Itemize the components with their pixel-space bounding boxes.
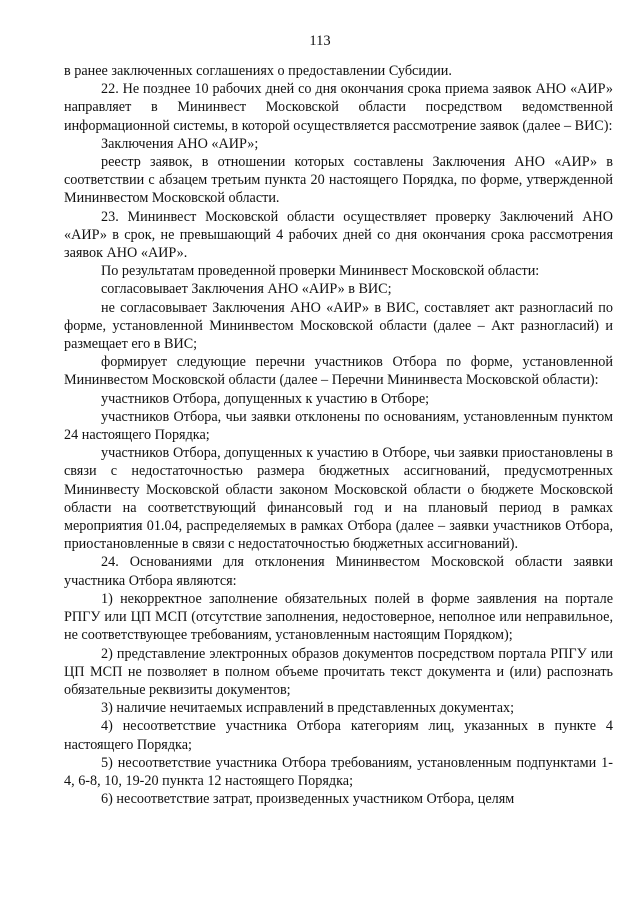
paragraph-subitem: 6) несоответствие затрат, произведенных участником Отбора, целям [101, 791, 515, 808]
paragraph-subitem: 4) несоответствие участника Отбора категориям лиц, указанных в пункте 4 настоящего Порядка; [64, 718, 613, 753]
paragraph-item: По результатам проведенной проверки Мининвест Московской области: [101, 263, 540, 280]
paragraph-item: не согласовывает Заключения АНО «АИР» в ВИС, составляет акт разногласий по форме, установленной Мининвестом Московской области (далее – Акт разногласий) и размещает его в ВИС; [64, 299, 613, 353]
paragraph-subitem: 1) некорректное заполнение обязательных полей в форме заявления на портале РПГУ или ЦП МСП (отсутствие заполнения, недостоверное, неполное или неправильное, не соответствующее требованиям, установленным настоящим Порядком); [64, 590, 613, 644]
paragraph-continuation: в ранее заключенных соглашениях о предоставлении Субсидии. [64, 63, 452, 79]
paragraph-item: Заключения АНО «АИР»; [101, 135, 259, 152]
document-body [64, 62, 613, 808]
paragraph-subitem: 2) представление электронных образов документов посредством портала РПГУ или ЦП МСП не позволяет в полном объеме прочитать текст документа и (или) распознать обязательные реквизиты документов; [64, 645, 613, 698]
paragraph-item: участников Отбора, чьи заявки отклонены по основаниям, установленным пунктом 24 настоящего Порядка; [64, 408, 613, 444]
paragraph-item: формирует следующие перечни участников Отбора по форме, установленной Мининвестом Московской области (далее – Перечни Мининвеста Московской области): [64, 354, 613, 389]
paragraph-item: участников Отбора, допущенных к участию в Отборе, чьи заявки приостановлены в связи с недостаточностью размера бюджетных ассигнований, предусмотренных Мининвесту Московской области законом Московской области о бюджете Московской области на соответствующий финансовый год и на плановый период в рамках мероприятия 01.04, распределяемых в рамках Отбора (далее – заявки участников Отбора, приостановленные в связи с недостаточностью бюджетных ассигнований). [64, 445, 613, 553]
paragraph-subitem: 5) несоответствие участника Отбора требованиям, установленным подпунктами 1-4, 6-8, 10, 19-20 пункта 12 настоящего Порядка; [64, 754, 613, 789]
paragraph-item: участников Отбора, допущенных к участию в Отборе; [101, 390, 430, 407]
paragraph-clause-22: 22. Не позднее 10 рабочих дней со дня окончания срока приема заявок АНО «АИР» направляет в Мининвест Московской области посредством ведомственной информационной системы, в которой осуществляется рассмотрение заявок (далее – ВИС): [64, 81, 613, 134]
paragraph-subitem: 3) наличие нечитаемых исправлений в представленных документах; [101, 700, 515, 717]
paragraph-item: согласовывает Заключения АНО «АИР» в ВИС; [101, 281, 392, 298]
paragraph-clause-23: 23. Мининвест Московской области осуществляет проверку Заключений АНО «АИР» в срок, не превышающий 4 рабочих дней со дня окончания срока рассмотрения заявок АНО «АИР». [64, 208, 613, 262]
paragraph-item: реестр заявок, в отношении которых составлены Заключения АНО «АИР» в соответствии с абзацем третьим пункта 20 настоящего Порядка, по форме, утвержденной Мининвестом Московской области. [64, 154, 613, 207]
page-number: 113 [309, 33, 331, 49]
paragraph-clause-24: 24. Основаниями для отклонения Мининвестом Московской области заявки участника Отбора являются: [64, 554, 613, 589]
